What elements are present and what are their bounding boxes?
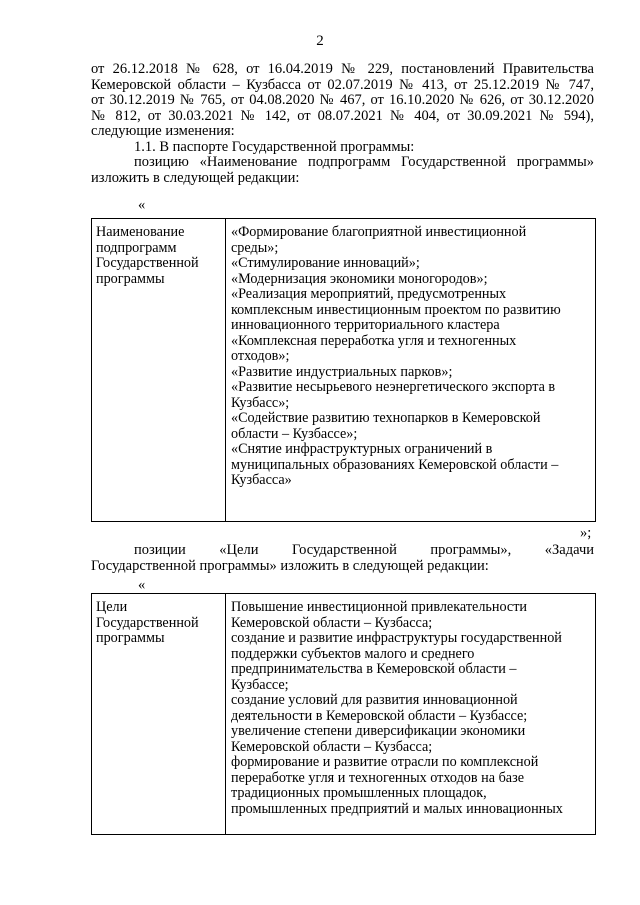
page-number: 2 xyxy=(316,33,324,49)
position-1-line1: позицию «Наименование подпрограмм Государственной программы» xyxy=(134,154,594,170)
section-heading: 1.1. В паспорте Государственной программы: xyxy=(134,139,415,155)
goals-value-cell: Повышение инвестиционной привлекательности Кемеровской области – Кузбасса; создание и развитие инфраструктуры государственной поддержки субъектов малого и среднего предпринимательства в Кемеровской области – Кузбассе; создание условий для развития инновационной деятельности в Кемеровской области – Кузбассе; увеличение степени диверсификации экономики Кемеровской области – Кузбасса; формирование и развитие отрасли по комплексной переработке угля и техногенных отходов на базе традиционных промышленных площадок, промышленных предприятий и малых инновационных xyxy=(226,594,596,835)
intro-line: Кемеровской области – Кузбасса от 02.07.2019 № 413, от 25.12.2019 № 747, xyxy=(91,76,594,93)
subprograms-value-cell: «Формирование благоприятной инвестиционной среды»; «Стимулирование инноваций»; «Модернизация экономики моногородов»; «Реализация мероприятий, предусмотренных комплексным инвестиционным проектом по развитию инновационного территориального кластера «Комплексная переработка угля и техногенных отходов»; «Развитие индустриальных парков»; «Развитие несырьевого неэнергетического экспорта в Кузбасс»; «Содействие развитию технопарков в Кемеровской области – Кузбассе»; «Снятие инфраструктурных ограничений в муниципальных образованиях Кемеровской области – Кузбасса» xyxy=(226,219,596,522)
subprograms-table xyxy=(91,218,596,522)
position-2-line1: позиции «Цели Государственной программы», «Задачи xyxy=(134,542,594,558)
open-quote: « xyxy=(138,197,146,213)
close-quote: »; xyxy=(580,525,592,541)
open-quote-2: « xyxy=(138,577,146,593)
position-1-line2: изложить в следующей редакции: xyxy=(91,170,300,186)
intro-paragraph xyxy=(91,62,594,140)
goals-table xyxy=(91,593,596,835)
position-2-line2: Государственной программы» изложить в следующей редакции: xyxy=(91,558,489,574)
intro-line: от 26.12.2018 № 628, от 16.04.2019 № 229, постановлений Правительства xyxy=(91,61,594,77)
intro-line: № 812, от 30.03.2021 № 142, от 08.07.2021 № 404, от 30.09.2021 № 594), xyxy=(91,107,594,124)
goals-label-cell: Цели Государственной программы xyxy=(92,594,226,835)
intro-line: следующие изменения: xyxy=(91,123,235,139)
intro-line: от 30.12.2019 № 765, от 04.08.2020 № 467, от 16.10.2020 № 626, от 30.12.2020 xyxy=(91,92,594,108)
subprograms-label-cell: Наименование подпрограмм Государственной программы xyxy=(92,219,226,522)
